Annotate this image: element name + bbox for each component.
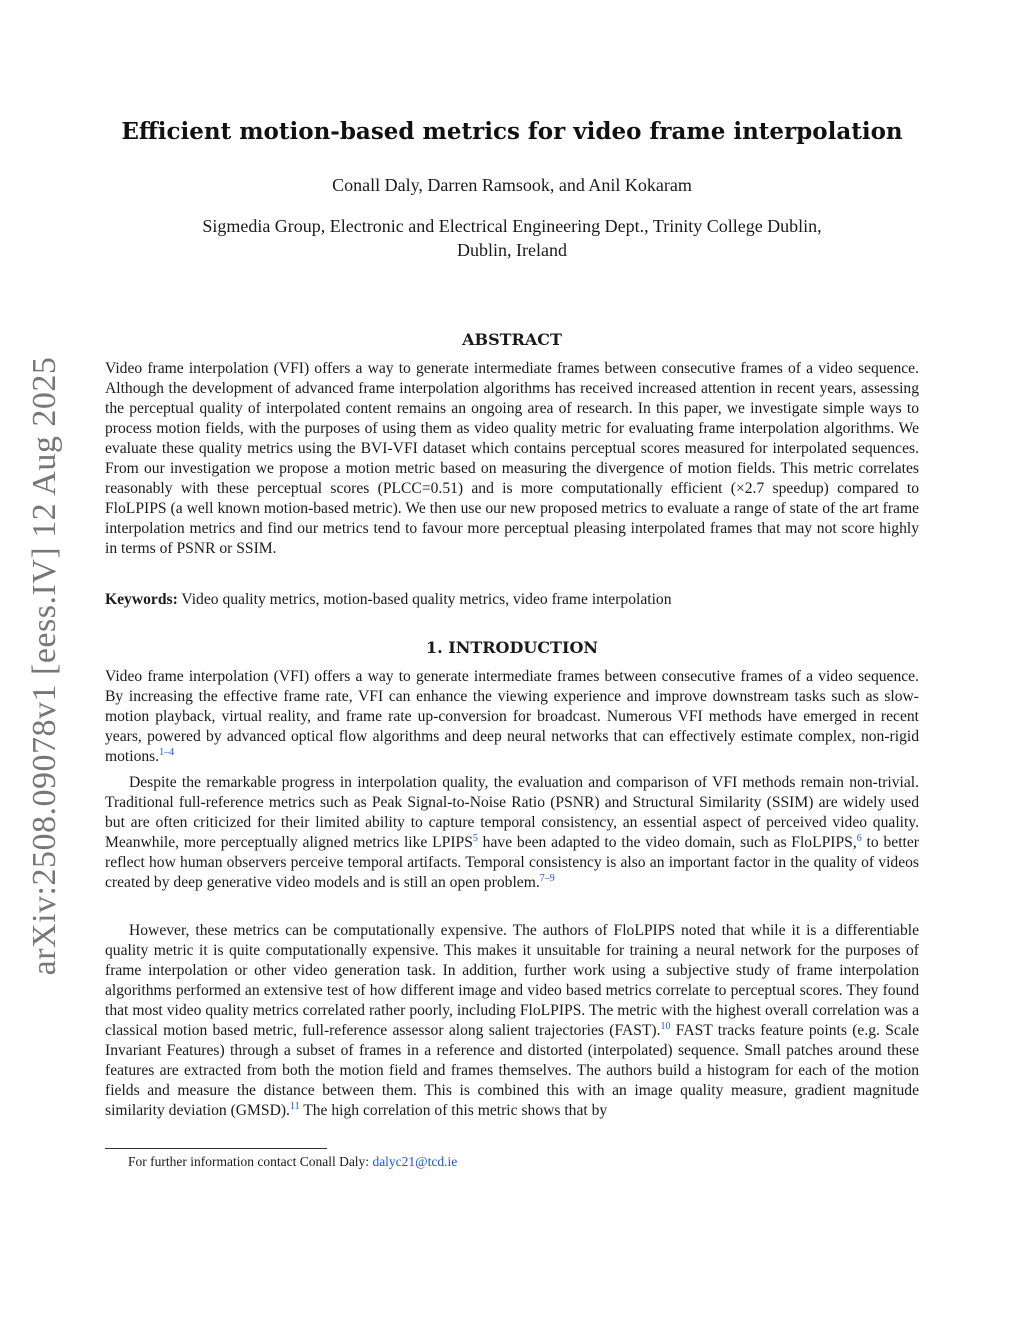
affiliation-line-2: Dublin, Ireland [457,240,567,260]
keywords-label: Keywords: [105,591,178,608]
intro-paragraph-1 [105,667,919,767]
footnote-text: For further information contact Conall Daly: [128,1154,373,1169]
paper-title: Efficient motion-based metrics for video frame interpolation [121,118,903,145]
affiliation-line-1: Sigmedia Group, Electronic and Electrical Engineering Dept., Trinity College Dublin, [202,216,822,236]
introduction-heading: 1. INTRODUCTION [425,638,599,657]
author-list: Conall Daly, Darren Ramsook, and Anil Kokaram [332,175,692,195]
intro-p3-text-a: However, these metrics can be computationally expensive. The authors of FloLPIPS noted that while it is a differentiable quality metric it is quite computationally expensive. This makes it unsuitable for training a neural network for the purposes of frame interpolation or other video generation task. In addition, further work using a subjective study of frame interpolation algorithms performed an extensive test of how different image and video based metrics correlate to perceptual scores. They found that most video quality metrics correlated rather poorly, including FloLPIPS. The metric with the highest overall correlation was a classical motion based metric, full-reference assessor along salient trajectories (FAST). [105,922,919,1039]
keywords-text: Video quality metrics, motion-based quality metrics, video frame interpolation [181,591,672,608]
abstract-text: Video frame interpolation (VFI) offers a way to generate intermediate frames between consecutive frames of a video sequence. Although the development of advanced frame interpolation algorithms has received increased attention in recent years, assessing the perceptual quality of interpolated content remains an ongoing area of research. In this paper, we investigate simple ways to process motion fields, with the purposes of using them as video quality metric for evaluating frame interpolation algorithms. We evaluate these quality metrics using the BVI-VFI dataset which contains perceptual scores measured for interpolated sequences. From our investigation we propose a motion metric based on measuring the divergence of motion fields. This metric correlates reasonably with these perceptual scores (PLCC=0.51) and is more computationally efficient (×2.7 speedup) compared to FloLPIPS (a well known motion-based metric). We then use our new proposed metrics to evaluate a range of state of the art frame interpolation metrics and find our metrics tend to favour more perceptual pleasing interpolated frames that may not score highly in terms of PSNR or SSIM. [105,360,919,557]
citation-link[interactable]: 10 [660,1020,671,1032]
intro-p1-text: Video frame interpolation (VFI) offers a way to generate intermediate frames between consecutive frames of a video sequence. By increasing the effective frame rate, VFI can enhance the viewing experience and improve downstream tasks such as slow-motion playback, virtual reality, and frame rate up-conversion for broadcast. Numerous VFI methods have emerged in recent years, powered by advanced optical flow algorithms and deep neural networks that can effectively estimate complex, non-rigid motions. [105,668,919,765]
keywords [105,590,919,610]
intro-paragraph-3 [105,921,919,1121]
contact-email-link[interactable]: dalyc21@tcd.ie [372,1154,458,1169]
intro-p3-text-b: FAST tracks feature points (e.g. Scale Invariant Features) through a subset of frames in a reference and distorted (interpolated) sequence. Small patches around these features are extracted from both the motion field and frames themselves. The authors build a histogram for each of the motion fields and measure the distance between them. This is combined this with an image quality measure, gradient magnitude similarity deviation (GMSD). [105,1022,919,1119]
intro-p2-text-c: to better reflect how human observers perceive temporal artifacts. Temporal consistency is also an important factor in the quality of videos created by deep generative video models and is still an open problem. [105,834,919,891]
citation-link[interactable]: 7–9 [539,872,555,884]
footnote [128,1153,457,1171]
citation-link[interactable]: 11 [289,1100,300,1112]
intro-paragraph-2 [105,773,919,893]
intro-p2-text-b: have been adapted to the video domain, such as FloLPIPS, [477,834,857,851]
abstract-heading: ABSTRACT [462,330,562,349]
affiliation [130,214,894,262]
footnote-divider [105,1148,327,1149]
citation-link[interactable]: 1–4 [159,746,175,758]
citation-link[interactable]: 5 [472,832,478,844]
arxiv-identifier: arXiv:2508.09078v1 [eess.IV] 12 Aug 2025 [26,356,63,976]
citation-link[interactable]: 6 [856,832,862,844]
intro-p3-text-c: The high correlation of this metric shows that by [299,1102,608,1119]
intro-p2-text-a: Despite the remarkable progress in interpolation quality, the evaluation and comparison of VFI methods remain non-trivial. Traditional full-reference metrics such as Peak Signal-to-Noise Ratio (PSNR) and Structural Similarity (SSIM) are widely used but are often criticized for their limited ability to capture temporal consistency, an essential aspect of perceived video quality. Meanwhile, more perceptually aligned metrics like LPIPS [105,774,919,851]
